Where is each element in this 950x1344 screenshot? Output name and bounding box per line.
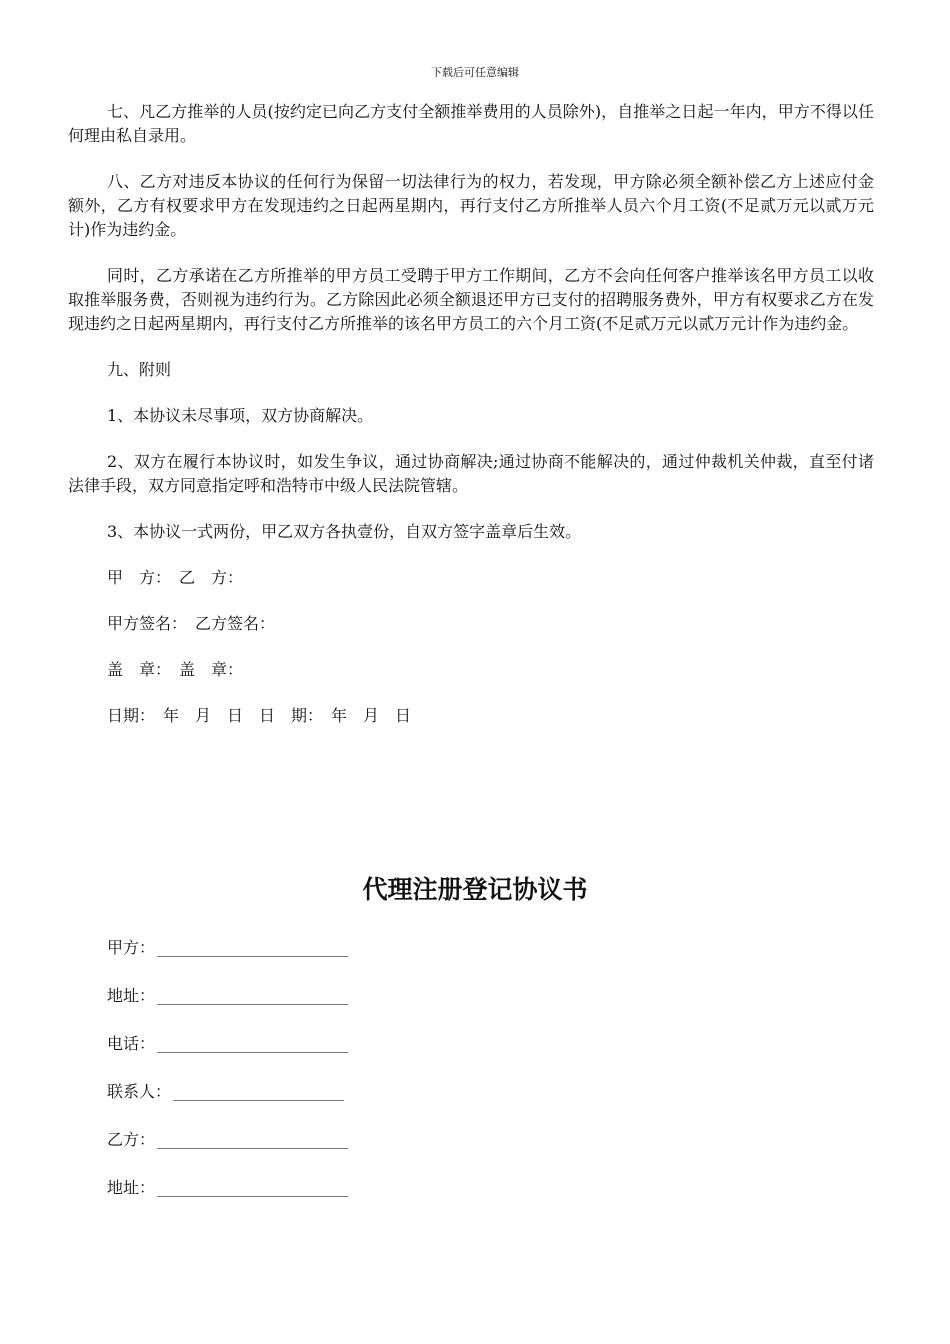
form-row-party-a [107, 936, 507, 984]
clause-seven: 七、凡乙方推举的人员(按约定已向乙方支付全额推举费用的人员除外)，自推举之日起一年内，甲方不得以任何理由私自录用。 [68, 102, 874, 145]
clause-nine-heading: 九、附则 [107, 360, 172, 379]
form-row-contact [107, 1080, 507, 1128]
document-title: 代理注册登记协议书 [362, 875, 588, 904]
header-note: 下载后可任意编辑 [431, 66, 519, 79]
form-label: 电话： [107, 1034, 156, 1053]
address-b-blank[interactable] [157, 1176, 348, 1197]
document-body [68, 100, 874, 750]
supplementary-item-2: 2、双方在履行本协议时，如发生争议，通过协商解决;通过协商不能解决的，通过仲裁机关仲裁，直至付诸法律手段，双方同意指定呼和浩特市中级人民法院管辖。 [68, 452, 874, 495]
phone-blank[interactable] [157, 1032, 348, 1053]
form-row-phone [107, 1032, 507, 1080]
address-a-blank[interactable] [157, 984, 348, 1005]
form-row-address-b [107, 1176, 507, 1224]
form-label: 联系人： [107, 1082, 172, 1101]
party-a-blank[interactable] [157, 936, 348, 957]
form-row-party-b [107, 1128, 507, 1176]
signatures-line: 甲方签名： 乙方签名： [107, 614, 276, 633]
seals-line: 盖 章： 盖 章： [107, 660, 244, 679]
form-label: 乙方： [107, 1130, 156, 1149]
clause-eight: 八、乙方对违反本协议的任何行为保留一切法律行为的权力，若发现，甲方除必须全额补偿乙方上述应付金额外，乙方有权要求甲方在发现违约之日起两星期内，再行支付乙方所推举人员六个月工资(不足贰万元以贰万元计)作为违约金。 [68, 172, 874, 239]
clause-eight-continued: 同时，乙方承诺在乙方所推举的甲方员工受聘于甲方工作期间，乙方不会向任何客户推举该名甲方员工以收取推举服务费，否则视为违约行为。乙方除因此必须全额退还甲方已支付的招聘服务费外，甲方有权要求乙方在发现违约之日起两星期内，再行支付乙方所推举的该名甲方员工的六个月工资(不足贰万元以贰万元计作为违约金。 [68, 266, 874, 333]
form-label: 地址： [107, 986, 156, 1005]
form-row-address-a [107, 984, 507, 1032]
contact-blank[interactable] [173, 1080, 344, 1101]
supplementary-item-3: 3、本协议一式两份，甲乙双方各执壹份，自双方签字盖章后生效。 [107, 522, 582, 541]
supplementary-item-1: 1、本协议未尽事项，双方协商解决。 [107, 406, 374, 425]
form-label: 地址： [107, 1178, 156, 1197]
parties-line: 甲 方： 乙 方： [107, 568, 244, 587]
dates-line: 日期： 年 月 日 日 期： 年 月 日 [107, 706, 412, 725]
party-b-blank[interactable] [157, 1128, 348, 1149]
form-label: 甲方： [107, 938, 156, 957]
party-info-form [107, 936, 507, 1224]
